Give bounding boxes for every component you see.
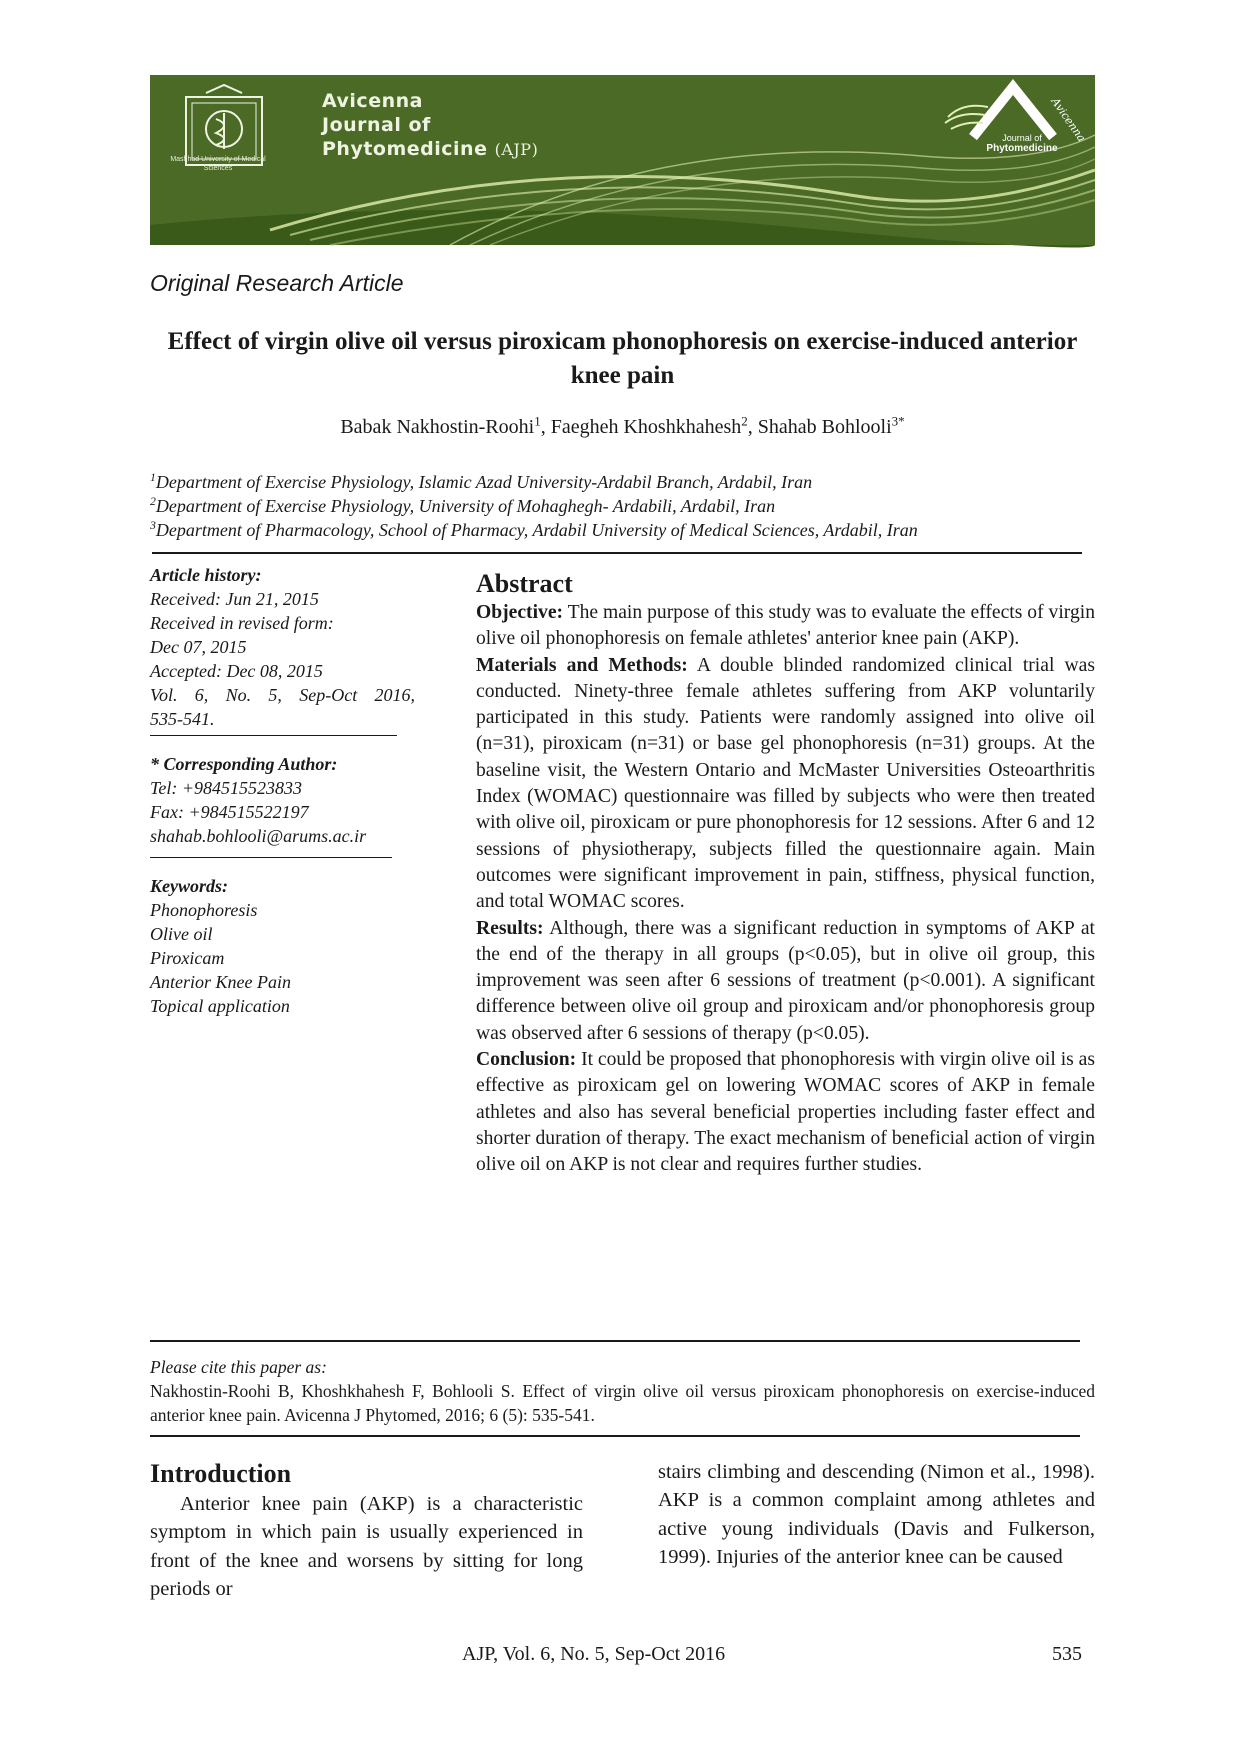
page-number: 535	[1052, 1643, 1082, 1665]
journal-name-line1: Avicenna	[322, 90, 423, 112]
keywords	[150, 874, 415, 1018]
page-range: 535-541.	[150, 709, 215, 729]
affiliation-mark: 2	[150, 495, 156, 508]
journal-name	[322, 89, 538, 162]
logo-journal-of: Journal of	[1002, 133, 1042, 143]
divider	[150, 1340, 1080, 1342]
affiliation-text: Department of Exercise Physiology, Islamic Azad University-Ardabil Branch, Ardabil, Iran	[155, 472, 813, 492]
affiliation-mark: 3	[150, 519, 156, 532]
author-name: Babak Nakhostin-Roohi	[340, 416, 535, 438]
article-history-heading: Article history:	[150, 565, 262, 585]
abstract-results	[476, 916, 1095, 1047]
journal-abbreviation: (AJP)	[494, 140, 539, 159]
introduction-left-column	[150, 1458, 583, 1603]
author-list: Babak Nakhostin-Roohi$^1$, Faegheh Khoshkhahesh$^2$, Shahab Bohlooli$^{3*}$	[340, 413, 905, 438]
footer-journal: AJP, Vol. 6, No. 5, Sep-Oct 2016	[462, 1643, 726, 1665]
abstract-methods	[476, 653, 1095, 916]
logo-phytomedicine: Phytomedicine	[986, 143, 1058, 154]
abstract-objective	[476, 600, 1095, 653]
article-history	[150, 563, 415, 731]
keywords-heading: Keywords:	[150, 876, 228, 896]
author-name: Shahab Bohlooli	[757, 416, 892, 438]
divider	[150, 1435, 1080, 1437]
section-label: Objective:	[476, 602, 564, 623]
article-title: Effect of virgin olive oil versus piroxicam phonophoresis on exercise-induced anterior knee pain	[167, 328, 1078, 389]
received-date: Received: Jun 21, 2015	[150, 589, 319, 609]
citation-text: Nakhostin-Roohi B, Khoshkhahesh F, Bohlooli S. Effect of virgin olive oil versus piroxicam phonophoresis on exercise-induced anterior knee pain. Avicenna J Phytomed, 2016; 6 (5): 535-541.	[150, 1381, 1095, 1425]
logo-avicenna-text: Avicenna	[1048, 95, 1089, 145]
author-affiliation-mark: 3*	[891, 413, 905, 429]
keyword-item: Olive oil	[150, 924, 213, 944]
corresponding-email[interactable]: shahab.bohlooli@arums.ac.ir	[150, 826, 367, 846]
article-type: Original Research Article	[150, 270, 404, 296]
introduction-paragraph: stairs climbing and descending (Nimon et al., 1998). AKP is a common complaint among athletes and active young individuals (Davis and Fulkerson, 1999). Injuries of the anterior knee can be caused	[658, 1461, 1095, 1568]
section-label: Conclusion:	[476, 1049, 577, 1071]
author-affiliation-mark: 2	[741, 413, 748, 429]
volume-info: Vol. 6, No. 5, Sep-Oct 2016,	[150, 685, 415, 705]
affiliation-list	[150, 470, 918, 542]
revised-label: Received in revised form:	[150, 613, 334, 633]
journal-name-line2: Journal of	[322, 114, 431, 136]
logo-journal-text	[967, 133, 1077, 154]
section-text: Although, there was a significant reduction in symptoms of AKP at the end of the therapy in all groups (p<0.05), but in olive oil group, this improvement was seen after 6 sessions of treatment (p<0.001). A significant difference between olive oil group and piroxicam and/or phonophoresis group was observed after 6 sessions of therapy (p<0.05).	[476, 917, 1095, 1044]
introduction-right-column	[658, 1458, 1095, 1571]
journal-name-line3: Phytomedicine	[322, 138, 488, 160]
section-text: The main purpose of this study was to evaluate the effects of virgin olive oil phonophoresis on female athletes' anterior knee pain (AKP).	[476, 602, 1095, 650]
keyword-item: Phonophoresis	[150, 900, 258, 920]
revised-date: Dec 07, 2015	[150, 637, 247, 657]
author-name: Faegheh Khoshkhahesh	[550, 416, 742, 438]
accepted-date: Accepted: Dec 08, 2015	[150, 661, 323, 681]
introduction-paragraph: Anterior knee pain (AKP) is a characteristic symptom in which pain is usually experienced in front of the knee and worsens by sitting for long periods or	[150, 1493, 583, 1600]
university-name: Mashhad University of Medical Sciences	[170, 156, 266, 172]
citation-label: Please cite this paper as:	[150, 1357, 327, 1377]
corresponding-author	[150, 752, 415, 848]
keyword-item: Anterior Knee Pain	[150, 972, 291, 992]
avicenna-logo-icon	[933, 77, 1089, 187]
abstract-conclusion	[476, 1047, 1095, 1178]
affiliation-item	[150, 494, 918, 518]
introduction-heading: Introduction	[150, 1459, 292, 1488]
corresponding-heading: * Corresponding Author:	[150, 754, 338, 774]
affiliation-text: Department of Exercise Physiology, University of Mohaghegh- Ardabili, Ardabil, Iran	[155, 496, 776, 516]
section-text: A double blinded randomized clinical trial was conducted. Ninety-three female athletes suffering from AKP voluntarily participated in this study. Patients were randomly assigned into olive oil (n=31), piroxicam (n=31) or base gel phonophoresis (n=31) groups. At the baseline visit, the Western Ontario and McMaster Universities Osteoarthritis Index (WOMAC) questionnaire was filled by subjects who were then treated with olive oil, piroxicam or pure phonophoresis for 12 sessions. After 6 and 12 sessions of physiotherapy, subjects filled the questionnaire again. Main outcomes were significant improvement in pain, stiffness, physical function, and total WOMAC scores.	[476, 654, 1095, 913]
affiliation-item	[150, 518, 918, 542]
journal-banner	[150, 75, 1095, 245]
sidebar-divider	[150, 857, 392, 858]
corresponding-tel: Tel: +984515523833	[150, 778, 302, 798]
abstract	[476, 568, 1095, 1179]
divider	[152, 552, 1082, 554]
affiliation-text: Department of Pharmacology, School of Pharmacy, Ardabil University of Medical Sciences, Ardabil, Iran	[155, 520, 918, 540]
sidebar-divider	[150, 735, 397, 736]
keyword-item: Topical application	[150, 996, 290, 1016]
university-crest-icon	[166, 83, 281, 198]
keyword-item: Piroxicam	[150, 948, 225, 968]
corresponding-fax: Fax: +984515522197	[150, 802, 309, 822]
section-label: Materials and Methods:	[476, 654, 688, 676]
citation-block	[150, 1355, 1095, 1427]
abstract-heading: Abstract	[476, 569, 573, 598]
author-affiliation-mark: 1	[534, 413, 541, 429]
section-label: Results:	[476, 917, 544, 939]
affiliation-item	[150, 470, 918, 494]
section-text: It could be proposed that phonophoresis with virgin olive oil is as effective as piroxicam gel on lowering WOMAC scores of AKP in female athletes and also has several beneficial properties including faster effect and shorter duration of therapy. The exact mechanism of beneficial action of virgin olive oil on AKP is not clear and requires further studies.	[476, 1049, 1095, 1176]
affiliation-mark: 1	[150, 471, 156, 484]
